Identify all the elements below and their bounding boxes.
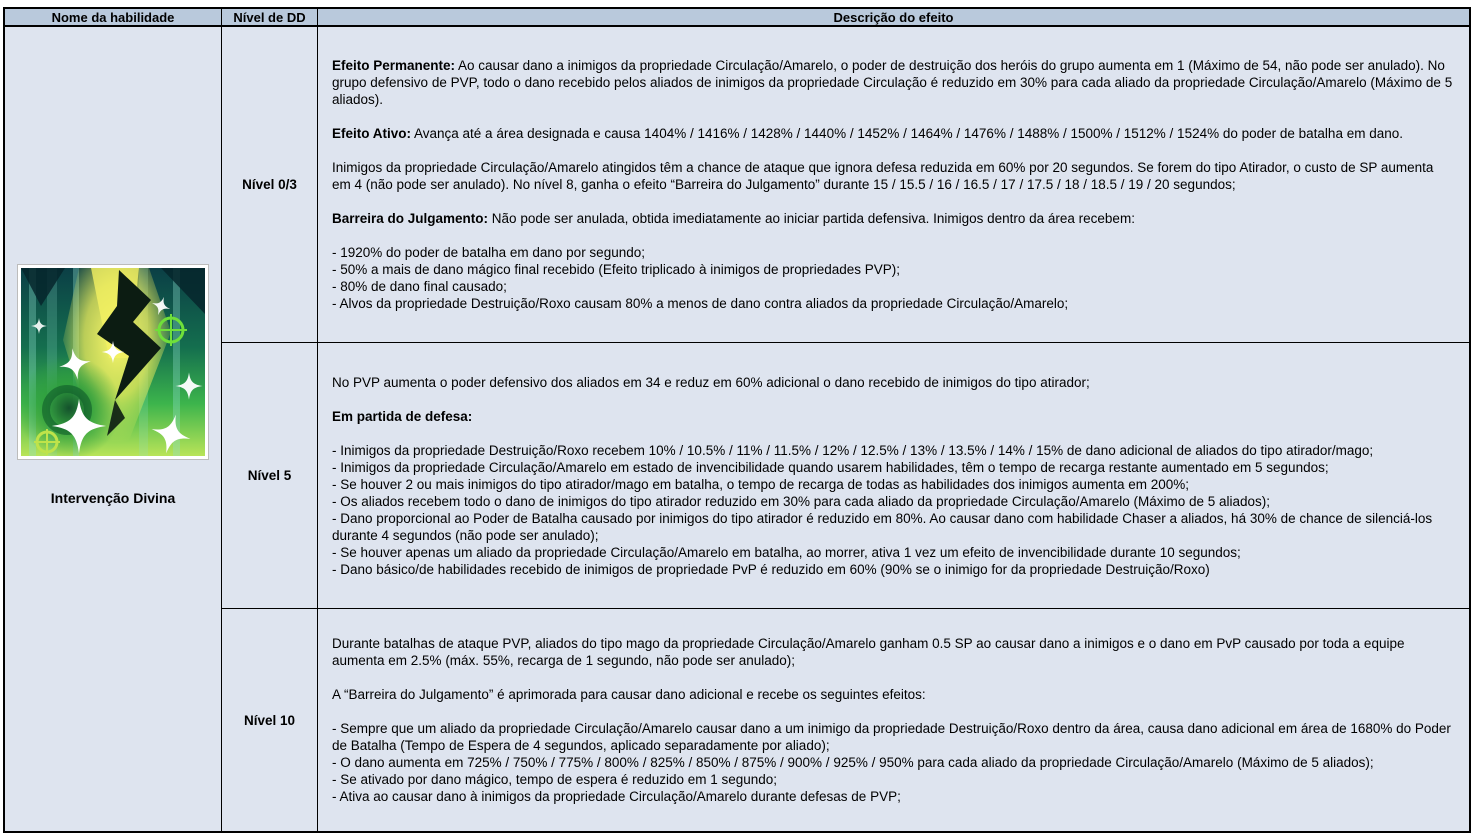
description-block <box>332 686 1455 703</box>
description-block <box>332 442 1455 578</box>
divine-intervention-skill-icon <box>21 268 205 456</box>
description-block <box>332 720 1455 805</box>
header-effect-description: Descrição do efeito <box>318 9 1469 27</box>
description-cell-level-5 <box>318 343 1469 609</box>
description-cell-level-10 <box>318 609 1469 831</box>
description-block <box>332 244 1455 312</box>
skill-name: Intervenção Divina <box>50 490 176 506</box>
description-line: - Alvos da propriedade Destruição/Roxo causam 80% a menos de dano contra aliados da propriedade Circulação/Amarelo; <box>332 296 1069 311</box>
description-cell-level-0-3 <box>318 27 1469 343</box>
description-line: Efeito Permanente: Ao causar dano a inimigos da propriedade Circulação/Amarelo, o poder de destruição dos heróis do grupo aumenta em 1 (Máximo de 54, não pode ser anulado). No grupo defensivo de PVP, todo o dano recebido pelos aliados de inimigos da propriedade Circulação é reduzido em 30% para cada aliado da propriedade Circulação/Amarelo (Máximo de 5 aliados). <box>332 58 1453 107</box>
description-line: - 80% de dano final causado; <box>332 279 507 294</box>
description-line: Barreira do Julgamento: Não pode ser anulada, obtida imediatamente ao iniciar partida defensiva. Inimigos dentro da área recebem: <box>332 211 1135 226</box>
description-line: - Sempre que um aliado da propriedade Circulação/Amarelo causar dano a um inimigo da propriedade Destruição/Roxo dentro da área, causa dano adicional em área de 1680% do Poder de Batalha (Tempo de Espera de 4 segundos, aplicado separadamente por aliado); <box>332 721 1451 753</box>
header-dd-level: Nível de DD <box>222 9 318 27</box>
description-line: - Dano básico/de habilidades recebido de inimigos de propriedade PvP é reduzido em 60% (90% se o inimigo for da propriedade Destruição/Roxo) <box>332 561 1210 577</box>
description-line: - Inimigos da propriedade Circulação/Amarelo em estado de invencibilidade quando usarem habilidades, têm o tempo de recarga restante aumentado em 5 segundos; <box>332 459 1329 475</box>
description-line: Efeito Ativo: Avança até a área designada e causa 1404% / 1416% / 1428% / 1440% / 1452% / 1464% / 1476% / 1488% / 1500% / 1512% / 1524% do poder de batalha em dano. <box>332 126 1403 141</box>
description-line: - Se houver apenas um aliado da propriedade Circulação/Amarelo em batalha, ao morrer, ativa 1 vez um efeito de invencibilidade durante 10 segundos; <box>332 544 1241 560</box>
description-line: - Inimigos da propriedade Destruição/Roxo recebem 10% / 10.5% / 11% / 11.5% / 12% / 12.5% / 13% / 13.5% / 14% / 15% de dano adicional de aliados do tipo atirador/mago; <box>332 442 1374 458</box>
description-line: Durante batalhas de ataque PVP, aliados do tipo mago da propriedade Circulação/Amarelo ganham 0.5 SP ao causar dano a inimigos e o dano em PvP causado por toda a equipe aumenta em 2.5% (máx. 55%, recarga de 1 segundo, não pode ser anulado); <box>332 636 1405 668</box>
description-line: - Os aliados recebem todo o dano de inimigos do tipo atirador reduzido em 30% para cada aliado da propriedade Circulação/Amarelo (Máximo de 5 aliados); <box>332 493 1271 509</box>
level-cell-10: Nível 10 <box>222 609 318 831</box>
description-line: - O dano aumenta em 725% / 750% / 775% / 800% / 825% / 850% / 875% / 900% / 925% / 950% para cada aliado da propriedade Circulação/Amarelo (Máximo de 5 aliados); <box>332 755 1374 770</box>
description-block <box>332 374 1455 391</box>
description-block <box>332 57 1455 108</box>
skill-name-cell <box>5 27 222 831</box>
description-block <box>332 125 1455 142</box>
description-line: - Se ativado por dano mágico, tempo de espera é reduzido em 1 segundo; <box>332 772 778 787</box>
description-line: A “Barreira do Julgamento” é aprimorada para causar dano adicional e recebe os seguintes efeitos: <box>332 687 926 702</box>
skill-icon-frame <box>17 264 209 460</box>
description-line: No PVP aumenta o poder defensivo dos aliados em 34 e reduz em 60% adicional o dano recebido de inimigos do tipo atirador; <box>332 374 1090 390</box>
description-block <box>332 408 1455 425</box>
description-line: Inimigos da propriedade Circulação/Amarelo atingidos têm a chance de ataque que ignora defesa reduzida em 60% por 20 segundos. Se forem do tipo Atirador, o custo de SP aumenta em 4 (não pode ser anulado). No nível 8, ganha o efeito “Barreira do Julgamento” durante 15 / 15.5 / 16 / 16.5 / 17 / 17.5 / 18 / 18.5 / 19 / 20 segundos; <box>332 160 1434 192</box>
description-line: - 50% a mais de dano mágico final recebido (Efeito triplicado à inimigos de propriedades PVP); <box>332 262 901 277</box>
level-cell-0-3: Nível 0/3 <box>222 27 318 343</box>
description-line: - 1920% do poder de batalha em dano por segundo; <box>332 245 645 260</box>
header-skill-name: Nome da habilidade <box>5 9 222 27</box>
description-block <box>332 210 1455 227</box>
description-block <box>332 635 1455 669</box>
description-line: Em partida de defesa: <box>332 408 473 424</box>
description-line: - Se houver 2 ou mais inimigos do tipo atirador/mago em batalha, o tempo de recarga de todas as habilidades dos inimigos aumenta em 200%; <box>332 476 1189 492</box>
level-cell-5: Nível 5 <box>222 343 318 609</box>
description-line: - Ativa ao causar dano à inimigos da propriedade Circulação/Amarelo durante defesas de PVP; <box>332 789 901 804</box>
description-line: - Dano proporcional ao Poder de Batalha causado por inimigos do tipo atirador é reduzido em 80%. Ao causar dano com habilidade Chaser a aliados, há 30% de chance de silenciá-los durante 4 segundos (não pode ser anulado); <box>332 510 1433 543</box>
description-block <box>332 159 1455 193</box>
skill-description-table <box>3 7 1471 833</box>
